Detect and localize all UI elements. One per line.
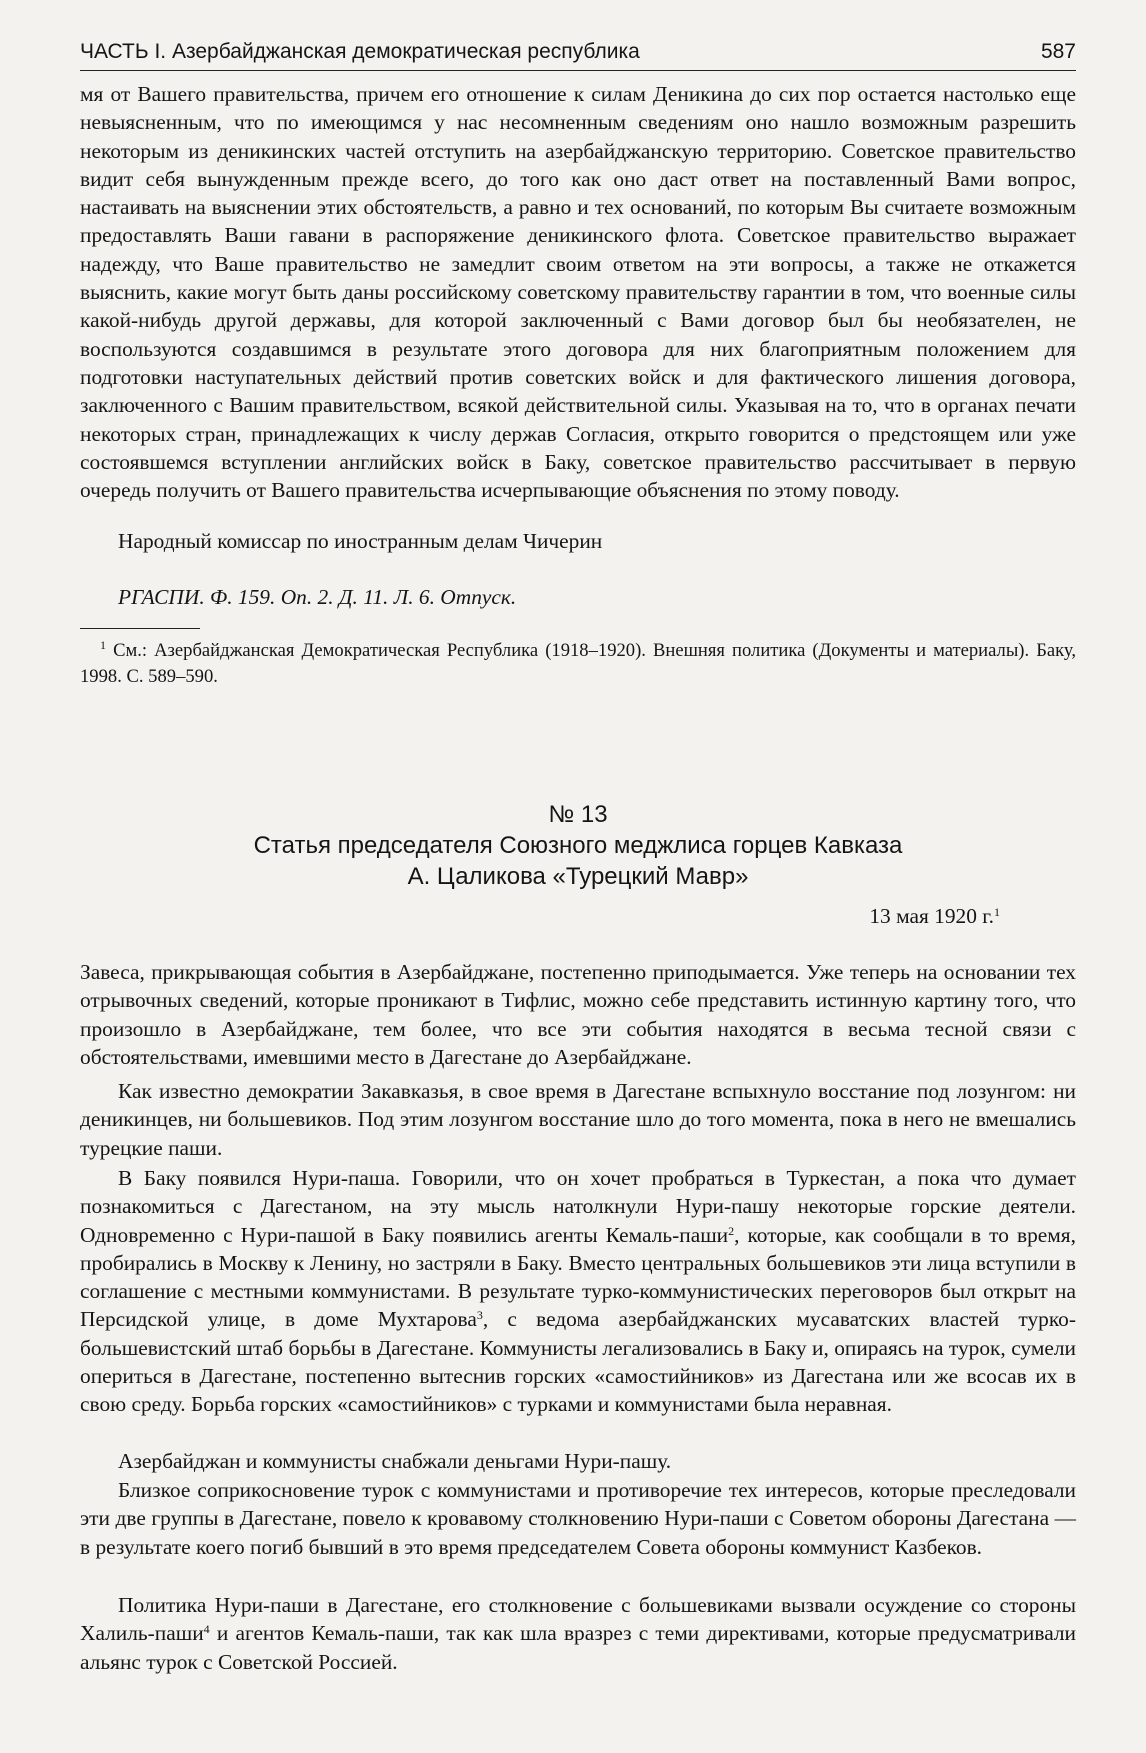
document-date — [869, 902, 1000, 930]
footnote — [80, 638, 1076, 690]
document-date-text: 13 мая 1920 г. — [869, 904, 994, 928]
document-title-line-1: Статья председателя Союзного меджлиса горцев Кавказа — [253, 832, 903, 859]
body-paragraph-4: Азербайджан и коммунисты снабжали деньгами Нури-пашу. — [118, 1449, 672, 1473]
body-paragraph-1: Завеса, прикрывающая события в Азербайджане, постепенно приподымается. Уже теперь на основании тех отрывочных сведений, которые проникают в Тифлис, можно себе представить истинную картину того, что произошло в Азербайджане, тем более, что все эти события находятся в весьма тесной связи с обстоятельствами, имевшими место в Дагестане до Азербайджане. — [80, 960, 1076, 1069]
body-paragraph-6-part-2: и агентов Кемаль-паши, так как шла вразрез с теми директивами, которые предусматривали альянс турок с Советской Россией. — [80, 1621, 1076, 1674]
signature-line: Народный комиссар по иностранным делам Чичерин — [118, 529, 603, 553]
running-header-title: ЧАСТЬ I. Азербайджанская демократическая республика — [80, 40, 640, 63]
body-paragraph-3-part-2: , которые, как сообщали в то время, пробирались в Москву к Ленину, но застряли в Баку. Вместо центральных большевиков эти лица вступили в соглашение с местными коммунистами. В результате турко-коммунистических переговоров был открыт на Персидской улице, в доме Мухтарова — [80, 1222, 1076, 1332]
page-number: 587 — [1040, 40, 1076, 63]
body-paragraph-6 — [80, 1591, 1076, 1676]
body-paragraph-3-part-3: , с ведома азербайджанских мусаватских властей турко-большевистский штаб борьбы в Дагестане. Коммунисты легализовались в Баку и, опираясь на турок, сумели опериться в Дагестане, постепенно вытеснив горских «самостийников» из Дагестана или же всосав их в свою среду. Борьба горских «самостийников» с турками и коммунистами была неравная. — [80, 1307, 1076, 1417]
footnote-marker-3: 3 — [476, 1308, 483, 1323]
archive-source: РГАСПИ. Ф. 159. Оп. 2. Д. 11. Л. 6. Отпуск. — [118, 585, 517, 609]
document-number: № 13 — [548, 801, 608, 828]
footnote-marker-2: 2 — [728, 1223, 735, 1238]
footnote-divider — [80, 628, 200, 629]
footnote-marker: 1 — [100, 638, 106, 652]
letter-continuation-paragraph: мя от Вашего правительства, причем его отношение к силам Деникина до сих пор остается настолько еще невыясненным, что по имеющимся у нас несомненным сведениям оно нашло возможным разрешить некоторым из деникинских частей отступить на азербайджанскую территорию. Советское правительство видит себя вынужденным прежде всего, до того как оно даст ответ на поставленный Вами вопрос, настаивать на выяснении этих обстоятельств, а равно и тех оснований, по которым Вы считаете возможным предоставлять Ваши гавани в распоряжение деникинского флота. Советское правительство выражает надежду, что Ваше правительство не замедлит своим ответом на эти вопросы, а также не откажется выяснить, какие могут быть даны российскому советскому правительству гарантии в том, что военные силы какой-нибудь другой державы, для которой заключенный с Вами договор был бы необязателен, не воспользуются создавшимся в результате этого договора для них благоприятным положением для подготовки наступательных действий против советских войск и для фактического лишения договора, заключенного с Вашим правительством, всякой действительной силы. Указывая на то, что в органах печати некоторых стран, принадлежащих к числу держав Согласия, открыто говорится о предстоящем или уже состоявшемся вступлении английских войск в Баку, советское правительство рассчитывает в первую очередь получить от Вашего правительства исчерпывающие объяснения по этому поводу. — [80, 82, 1076, 503]
body-paragraph-6-part-1: Политика Нури-паши в Дагестане, его столкновение с большевиками вызвали осуждение со стороны Халиль-паши — [80, 1593, 1076, 1646]
footnote-marker-4: 4 — [203, 1622, 210, 1637]
footnote-text: См.: Азербайджанская Демократическая Республика (1918–1920). Внешняя политика (Документы и материалы). Баку, 1998. С. 589–590. — [80, 640, 1076, 687]
running-header — [80, 34, 1076, 71]
body-paragraph-3-part-1: В Баку появился Нури-паша. Говорили, что он хочет пробраться в Туркестан, а пока что думает познакомиться с Дагестаном, на эту мысль натолкнули Нури-пашу некоторые горские деятели. Одновременно с Нури-пашой в Баку появились агенты Кемаль-паши — [80, 1166, 1076, 1247]
body-paragraph-2: Как известно демократии Закавказья, в свое время в Дагестане вспыхнуло восстание под лозунгом: ни деникинцев, ни большевиков. Под этим лозунгом восстание шло до того момента, пока в него не вмешались турецкие паши. — [80, 1079, 1076, 1160]
body-paragraph-3 — [80, 1164, 1076, 1419]
date-footnote-marker: 1 — [994, 905, 1000, 919]
body-paragraph-5: Близкое соприкосновение турок с коммунистами и противоречие тех интересов, которые преследовали эти две группы в Дагестане, повело к кровавому столкновению Нури-паши с Советом обороны Дагестана — в результате коего погиб бывший в это время председателем Совета обороны коммунист Казбеков. — [80, 1478, 1076, 1559]
document-title-line-2: А. Цаликова «Турецкий Мавр» — [407, 863, 749, 890]
